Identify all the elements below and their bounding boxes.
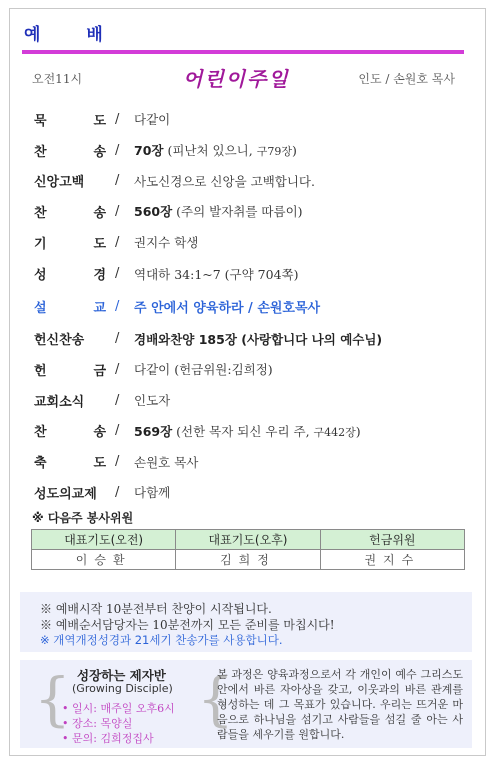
presider: 인도 / 손원호 목사	[358, 72, 455, 86]
order-content: 권지수 학생	[134, 235, 199, 251]
separator: /	[115, 331, 120, 347]
order-row	[26, 354, 466, 385]
order-label: 찬 송	[34, 205, 106, 221]
separator: /	[115, 203, 120, 219]
separator: /	[115, 111, 120, 127]
notice-item: ※ 개역개정성경과 21세기 찬송가를 사용합니다.	[40, 633, 283, 647]
separator: /	[115, 266, 120, 282]
order-row	[26, 323, 466, 354]
order-row	[26, 416, 466, 447]
day-title: 어린이주일	[183, 67, 290, 91]
left-brace-icon: {	[34, 665, 71, 733]
order-label: 설 교	[34, 301, 106, 317]
order-label: 성 경	[34, 268, 106, 284]
order-content: 인도자	[134, 393, 171, 409]
order-content: 70장 (피난처 있으니, 구79장)	[134, 143, 297, 159]
order-content: 손원호 목사	[134, 454, 199, 470]
disciple-class-info: • 일시: 매주일 오후6시	[62, 702, 175, 715]
order-label: 성도의교제	[34, 486, 97, 502]
left-brace-icon: {	[197, 665, 234, 733]
separator: /	[115, 173, 120, 189]
order-label: 찬 송	[34, 425, 106, 441]
order-row	[26, 165, 466, 196]
column-header: 대표기도(오후)	[176, 530, 320, 550]
disciple-class-description: 본 과정은 양육과정으로서 각 개인이 예수 그리스도 안에서 바른 자아상을 갖고, 이웃과의 바른 관계를 형성하는 데 그 목표가 있습니다. 우리는 뜨거운 마음으로 하나님을 섬기고 사람들을 섬길 줄 아는 사람들을 세우기를 원합니다.	[217, 668, 463, 741]
disciple-class-info: • 문의: 김희정집사	[62, 732, 154, 745]
separator: /	[115, 142, 120, 158]
order-row	[26, 135, 466, 166]
order-row	[26, 290, 466, 323]
order-label: 묵 도	[34, 113, 106, 129]
column-header: 대표기도(오전)	[32, 530, 176, 550]
disciple-class-info: • 장소: 목양실	[62, 717, 133, 730]
separator: /	[115, 299, 120, 315]
table-cell: 이승환	[32, 550, 176, 570]
order-of-worship	[26, 104, 466, 508]
disciple-class-title: 성장하는 제자반	[77, 668, 166, 683]
order-label: 교회소식	[34, 394, 85, 410]
next-week-servers-table	[31, 529, 465, 570]
next-week-heading: ※ 다음주 봉사위원	[32, 511, 134, 525]
order-row	[26, 446, 466, 477]
table-cell: 권지수	[320, 550, 464, 570]
table-row	[32, 550, 465, 570]
order-row	[26, 257, 466, 290]
disciple-class-subtitle: (Growing Disciple)	[72, 682, 173, 695]
order-label: 축 도	[34, 456, 106, 472]
separator: /	[115, 484, 120, 500]
separator: /	[115, 392, 120, 408]
order-label: 헌 금	[34, 363, 106, 379]
notice-box	[20, 592, 472, 652]
service-time: 오전11시	[32, 72, 83, 86]
order-row	[26, 477, 466, 508]
disciple-class-box	[20, 660, 472, 748]
order-content: 역대하 34:1~7 (구약 704쪽)	[134, 266, 299, 282]
title-divider	[22, 50, 464, 54]
order-row	[26, 104, 466, 135]
order-label: 찬 송	[34, 144, 106, 160]
order-content: 다같이 (헌금위원:김희정)	[134, 362, 273, 378]
order-content: 다같이	[134, 112, 171, 128]
order-row	[26, 196, 466, 227]
section-title: 예 배	[24, 25, 123, 45]
order-label: 신앙고백	[34, 175, 85, 191]
order-content: 주 안에서 양육하라 / 손원호목사	[134, 301, 321, 317]
table-cell: 김희정	[176, 550, 320, 570]
table-header-row	[32, 530, 465, 550]
order-row	[26, 227, 466, 258]
column-header: 헌금위원	[320, 530, 464, 550]
order-row	[26, 385, 466, 416]
notice-item: ※ 예배순서담당자는 10분전까지 모든 준비를 마칩시다!	[40, 618, 335, 632]
separator: /	[115, 361, 120, 377]
separator: /	[115, 454, 120, 470]
order-content: 사도신경으로 신앙을 고백합니다.	[134, 173, 315, 189]
order-label: 헌신찬송	[34, 333, 85, 349]
order-content: 569장 (선한 목자 되신 우리 주, 구442장)	[134, 423, 361, 439]
separator: /	[115, 234, 120, 250]
separator: /	[115, 423, 120, 439]
order-content: 경배와찬양 185장 (사랑합니다 나의 예수님)	[134, 331, 383, 347]
order-content: 다함께	[134, 485, 171, 501]
order-label: 기 도	[34, 236, 106, 252]
order-content: 560장 (주의 발자취를 따름이)	[134, 204, 303, 220]
notice-item: ※ 예배시작 10분전부터 찬양이 시작됩니다.	[40, 602, 272, 616]
